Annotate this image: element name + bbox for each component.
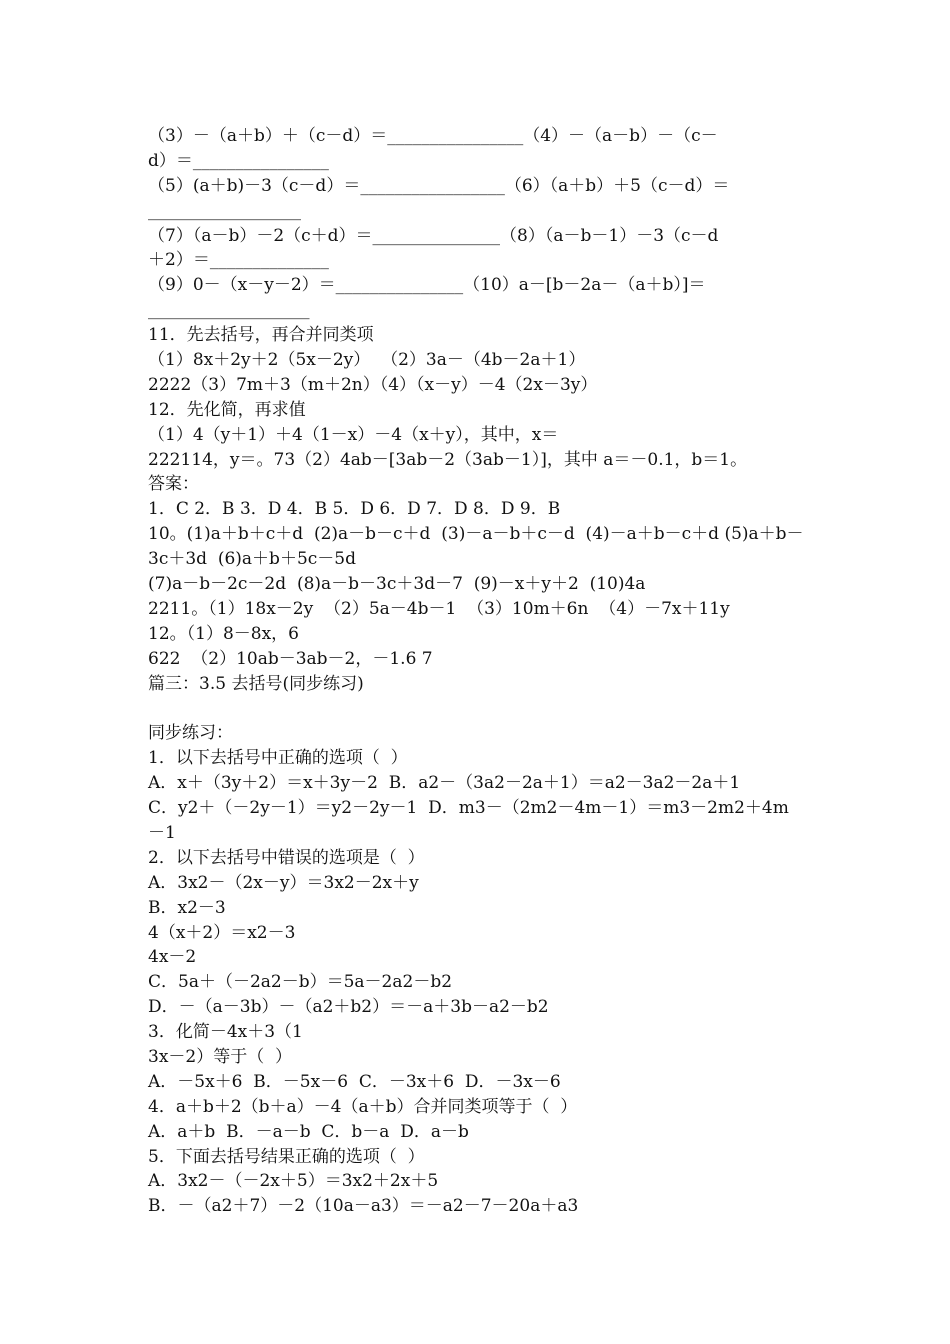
- question-line: 5．下面去括号结果正确的选项（ ）: [148, 1146, 425, 1167]
- question-heading: 12．先化简，再求值: [148, 399, 306, 420]
- answer-line: 12。（1）8－8x，6: [148, 623, 299, 644]
- option-line: C．5a＋（－2a2－b）＝5a－2a2－b2: [148, 972, 453, 993]
- option-line: A．x＋（3y＋2）＝x＋3y－2 B．a2－（3a2－2a＋1）＝a2－3a2－2a＋1: [148, 773, 741, 794]
- question-line: 1．以下去括号中正确的选项（ ）: [148, 748, 408, 769]
- answer-line: 1．C 2．B 3．D 4．B 5．D 6．D 7．D 8．D 9．B: [148, 499, 561, 520]
- answer-line: 622 （2）10ab－3ab－2，－1.6 7: [148, 648, 433, 669]
- question-heading: 11．先去括号，再合并同类项: [148, 325, 374, 346]
- text-line: （1）4（y＋1）＋4（1－x）－4（x＋y），其中，x＝: [148, 424, 559, 445]
- question-line: 3x－2）等于（ ）: [148, 1046, 293, 1067]
- section-title: 篇三：3.5 去括号(同步练习): [148, 673, 364, 694]
- option-line: A．a＋b B．－a－b C．b－a D．a－b: [148, 1121, 469, 1142]
- option-line: B．－（a2＋7）－2（10a－a3）＝－a2－7－20a＋a3: [148, 1196, 579, 1217]
- option-line: D．－（a－3b）－（a2＋b2）＝－a＋3b－a2－b2: [148, 997, 549, 1018]
- question-line: 3．化简－4x＋3（1: [148, 1022, 303, 1043]
- answer-line: 10。(1)a＋b＋c＋d (2)a－b－c＋d (3)－a－b＋c－d (4)－a＋b－c＋d (5)a＋b－: [148, 524, 804, 545]
- text-line: （1）8x＋2y＋2（5x－2y） （2）3a－（4b－2a＋1）: [148, 350, 586, 371]
- answer-line: 3c＋3d (6)a＋b＋5c－5d: [148, 549, 356, 570]
- text-line: ___________________: [148, 300, 310, 321]
- text-line: （7）（a－b）－2（c＋d）＝_______________（8）（a－b－1）－3（c－d: [148, 225, 719, 246]
- option-line: C．y2＋（－2y－1）＝y2－2y－1 D．m3－（2m2－4m－1）＝m3－2m2＋4m: [148, 798, 789, 819]
- text-line: （3）－（a＋b）＋（c－d）＝________________（4）－（a－b）－（c－: [148, 126, 718, 146]
- text-line: d）＝________________: [148, 150, 329, 171]
- text-line: __________________: [148, 200, 301, 221]
- text-line: 2222（3）7m＋3（m＋2n）（4）（x－y）－4（2x－3y）: [148, 374, 598, 395]
- option-line: A．3x2－（－2x＋5）＝3x2＋2x＋5: [148, 1171, 439, 1192]
- option-line: B．x2－3: [148, 897, 226, 918]
- answers-heading: 答案：: [148, 474, 199, 495]
- option-line: A．3x2－（2x－y）＝3x2－2x＋y: [148, 872, 419, 893]
- option-line: －1: [148, 822, 176, 843]
- text-line: （9）0－（x－y－2）＝_______________（10）a－[b－2a－（a＋b）]＝: [148, 275, 706, 296]
- text-line: 222114，y＝。73（2）4ab－[3ab－2（3ab－1）]，其中 a＝－0.1，b＝1。: [148, 449, 748, 470]
- answer-line: (7)a－b－2c－2d (8)a－b－3c＋3d－7 (9)－x＋y＋2 (10)4a: [148, 574, 646, 595]
- document-body: [148, 124, 808, 1219]
- option-line: 4（x＋2）＝x2－3: [148, 922, 296, 943]
- option-line: A．－5x＋6 B．－5x－6 C．－3x＋6 D．－3x－6: [148, 1071, 561, 1092]
- option-line: 4x－2: [148, 947, 197, 968]
- blank-line: [148, 696, 808, 721]
- answer-line: 2211。（1）18x－2y （2）5a－4b－1 （3）10m＋6n （4）－7x＋11y: [148, 598, 730, 619]
- question-line: 4．a＋b＋2（b＋a）－4（a＋b）合并同类项等于（ ）: [148, 1096, 578, 1117]
- text-line: （5）(a＋b)－3（c－d）＝_________________（6）（a＋b）＋5（c－d）＝: [148, 175, 730, 196]
- section-subtitle: 同步练习：: [148, 723, 233, 744]
- question-line: 2．以下去括号中错误的选项是（ ）: [148, 847, 425, 868]
- text-line: ＋2）＝______________: [148, 250, 329, 271]
